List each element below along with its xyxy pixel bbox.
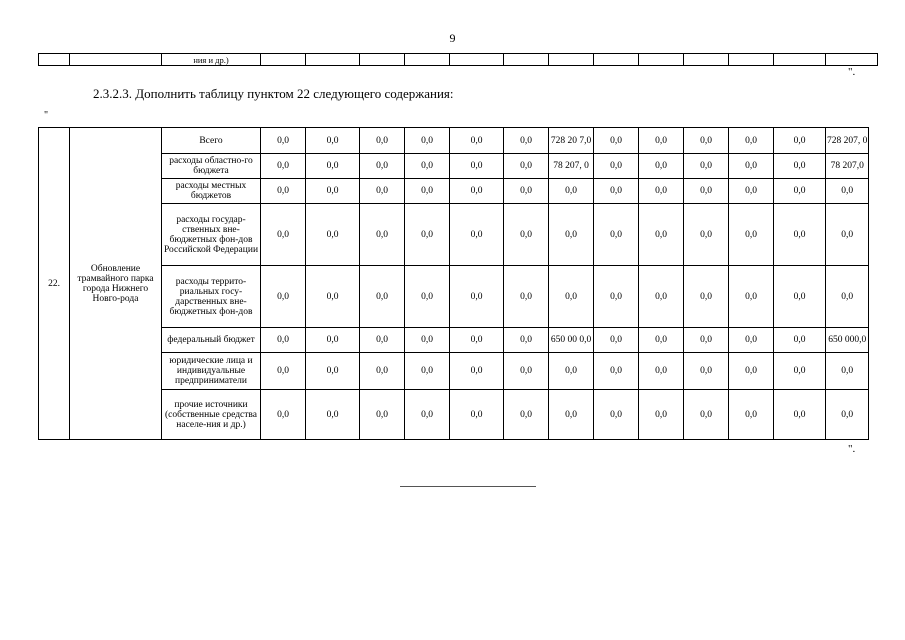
value-cell: 0,0 bbox=[405, 128, 450, 154]
value-cell: 0,0 bbox=[306, 154, 360, 179]
value-cell: 0,0 bbox=[261, 266, 306, 328]
table-row bbox=[39, 128, 869, 154]
value-cell: 0,0 bbox=[549, 179, 594, 204]
table-cell bbox=[826, 54, 878, 66]
value-cell: 0,0 bbox=[684, 204, 729, 266]
value-cell: 0,0 bbox=[826, 353, 869, 390]
value-cell: 0,0 bbox=[826, 390, 869, 440]
table-cell bbox=[360, 54, 405, 66]
value-cell: 0,0 bbox=[504, 179, 549, 204]
value-cell: 0,0 bbox=[405, 179, 450, 204]
value-cell: 0,0 bbox=[639, 390, 684, 440]
value-cell: 0,0 bbox=[306, 128, 360, 154]
value-cell: 0,0 bbox=[684, 179, 729, 204]
value-cell: 0,0 bbox=[405, 353, 450, 390]
value-cell: 0,0 bbox=[684, 353, 729, 390]
value-cell: 0,0 bbox=[360, 154, 405, 179]
closing-quote: ". bbox=[848, 443, 856, 455]
value-cell: 0,0 bbox=[360, 128, 405, 154]
value-cell: 0,0 bbox=[450, 128, 504, 154]
value-cell: 0,0 bbox=[684, 128, 729, 154]
value-cell: 0,0 bbox=[360, 204, 405, 266]
table-row bbox=[39, 328, 869, 353]
closing-quote: ". bbox=[848, 66, 856, 78]
value-cell: 0,0 bbox=[826, 204, 869, 266]
table-row bbox=[39, 204, 869, 266]
table-cell bbox=[639, 54, 684, 66]
table-cell bbox=[504, 54, 549, 66]
value-cell: 0,0 bbox=[594, 353, 639, 390]
value-cell: 0,0 bbox=[504, 128, 549, 154]
continued-table-fragment bbox=[38, 53, 878, 66]
value-cell: 0,0 bbox=[639, 353, 684, 390]
value-cell: 0,0 bbox=[774, 154, 826, 179]
row-number: 22. bbox=[39, 128, 70, 440]
value-cell: 0,0 bbox=[261, 179, 306, 204]
table-cell bbox=[774, 54, 826, 66]
value-cell: 0,0 bbox=[729, 266, 774, 328]
value-cell: 0,0 bbox=[774, 328, 826, 353]
value-cell: 0,0 bbox=[774, 266, 826, 328]
table-cell bbox=[684, 54, 729, 66]
value-cell: 0,0 bbox=[360, 328, 405, 353]
value-cell: 650 000,0 bbox=[826, 328, 869, 353]
value-cell: 0,0 bbox=[684, 328, 729, 353]
funding-source-label: расходы террито-риальных госу-дарственных вне-бюджетных фон-дов bbox=[162, 266, 261, 328]
table-cell bbox=[306, 54, 360, 66]
value-cell: 728 207, 0 bbox=[826, 128, 869, 154]
funding-source-label: юридические лица и индивидуальные предприниматели bbox=[162, 353, 261, 390]
value-cell: 0,0 bbox=[729, 328, 774, 353]
table-cell bbox=[261, 54, 306, 66]
value-cell: 0,0 bbox=[729, 353, 774, 390]
value-cell: 650 00 0,0 bbox=[549, 328, 594, 353]
value-cell: 0,0 bbox=[639, 266, 684, 328]
value-cell: 0,0 bbox=[261, 204, 306, 266]
value-cell: 0,0 bbox=[450, 390, 504, 440]
value-cell: 0,0 bbox=[639, 128, 684, 154]
table-row bbox=[39, 154, 869, 179]
value-cell: 0,0 bbox=[639, 204, 684, 266]
value-cell: 0,0 bbox=[729, 154, 774, 179]
value-cell: 0,0 bbox=[450, 353, 504, 390]
value-cell: 0,0 bbox=[261, 154, 306, 179]
item-title: Обновление трамвайного парка города Нижнего Новго-рода bbox=[70, 128, 162, 440]
value-cell: 0,0 bbox=[450, 204, 504, 266]
value-cell: 0,0 bbox=[360, 390, 405, 440]
value-cell: 728 20 7,0 bbox=[549, 128, 594, 154]
value-cell: 0,0 bbox=[504, 353, 549, 390]
value-cell: 0,0 bbox=[774, 353, 826, 390]
table-cell bbox=[450, 54, 504, 66]
value-cell: 0,0 bbox=[504, 266, 549, 328]
value-cell: 0,0 bbox=[729, 204, 774, 266]
value-cell: 0,0 bbox=[684, 266, 729, 328]
value-cell: 0,0 bbox=[729, 128, 774, 154]
value-cell: 0,0 bbox=[639, 179, 684, 204]
value-cell: 0,0 bbox=[504, 204, 549, 266]
value-cell: 0,0 bbox=[450, 154, 504, 179]
value-cell: 0,0 bbox=[774, 128, 826, 154]
value-cell: 0,0 bbox=[549, 390, 594, 440]
table-cell bbox=[70, 54, 162, 66]
table-row bbox=[39, 353, 869, 390]
value-cell: 0,0 bbox=[594, 390, 639, 440]
value-cell: 0,0 bbox=[450, 179, 504, 204]
value-cell: 0,0 bbox=[306, 204, 360, 266]
value-cell: 0,0 bbox=[306, 328, 360, 353]
table-cell bbox=[729, 54, 774, 66]
value-cell: 0,0 bbox=[594, 204, 639, 266]
value-cell: 0,0 bbox=[405, 390, 450, 440]
table-row bbox=[39, 390, 869, 440]
value-cell: 78 207,0 bbox=[826, 154, 869, 179]
table-cell bbox=[405, 54, 450, 66]
value-cell: 0,0 bbox=[594, 128, 639, 154]
value-cell: 0,0 bbox=[639, 154, 684, 179]
funding-source-label: расходы областно-го бюджета bbox=[162, 154, 261, 179]
value-cell: 0,0 bbox=[774, 204, 826, 266]
value-cell: 0,0 bbox=[826, 266, 869, 328]
value-cell: 0,0 bbox=[504, 390, 549, 440]
value-cell: 0,0 bbox=[826, 179, 869, 204]
table-cell bbox=[549, 54, 594, 66]
value-cell: 0,0 bbox=[261, 328, 306, 353]
table-cell-label: ния и др.) bbox=[162, 54, 261, 66]
value-cell: 0,0 bbox=[684, 390, 729, 440]
table-cell bbox=[594, 54, 639, 66]
value-cell: 0,0 bbox=[450, 266, 504, 328]
value-cell: 0,0 bbox=[639, 328, 684, 353]
value-cell: 0,0 bbox=[261, 390, 306, 440]
value-cell: 0,0 bbox=[450, 328, 504, 353]
value-cell: 0,0 bbox=[405, 154, 450, 179]
value-cell: 0,0 bbox=[504, 154, 549, 179]
value-cell: 0,0 bbox=[261, 128, 306, 154]
value-cell: 0,0 bbox=[360, 266, 405, 328]
value-cell: 0,0 bbox=[405, 204, 450, 266]
funding-source-label: прочие источники (собственные средства населе-ния и др.) bbox=[162, 390, 261, 440]
page-number: 9 bbox=[449, 31, 456, 45]
value-cell: 0,0 bbox=[729, 179, 774, 204]
funding-source-label: федеральный бюджет bbox=[162, 328, 261, 353]
value-cell: 0,0 bbox=[306, 266, 360, 328]
value-cell: 0,0 bbox=[594, 179, 639, 204]
value-cell: 0,0 bbox=[549, 266, 594, 328]
value-cell: 0,0 bbox=[774, 390, 826, 440]
value-cell: 0,0 bbox=[306, 390, 360, 440]
value-cell: 0,0 bbox=[261, 353, 306, 390]
value-cell: 0,0 bbox=[360, 353, 405, 390]
table-row bbox=[39, 266, 869, 328]
separator-line bbox=[400, 486, 536, 487]
table-row bbox=[39, 54, 878, 66]
value-cell: 0,0 bbox=[405, 328, 450, 353]
value-cell: 0,0 bbox=[306, 179, 360, 204]
value-cell: 78 207, 0 bbox=[549, 154, 594, 179]
section-heading: 2.3.2.3. Дополнить таблицу пунктом 22 следующего содержания: bbox=[93, 86, 454, 101]
value-cell: 0,0 bbox=[405, 266, 450, 328]
value-cell: 0,0 bbox=[549, 204, 594, 266]
value-cell: 0,0 bbox=[549, 353, 594, 390]
value-cell: 0,0 bbox=[594, 328, 639, 353]
table-row bbox=[39, 179, 869, 204]
funding-source-label: расходы местных бюджетов bbox=[162, 179, 261, 204]
funding-source-label: Всего bbox=[162, 128, 261, 154]
value-cell: 0,0 bbox=[504, 328, 549, 353]
value-cell: 0,0 bbox=[729, 390, 774, 440]
value-cell: 0,0 bbox=[306, 353, 360, 390]
funding-source-label: расходы государ-ственных вне-бюджетных фон-дов Российской Федерации bbox=[162, 204, 261, 266]
value-cell: 0,0 bbox=[360, 179, 405, 204]
opening-quote: " bbox=[44, 110, 49, 121]
value-cell: 0,0 bbox=[594, 154, 639, 179]
value-cell: 0,0 bbox=[594, 266, 639, 328]
funding-table bbox=[38, 127, 869, 440]
table-cell bbox=[39, 54, 70, 66]
value-cell: 0,0 bbox=[774, 179, 826, 204]
value-cell: 0,0 bbox=[684, 154, 729, 179]
